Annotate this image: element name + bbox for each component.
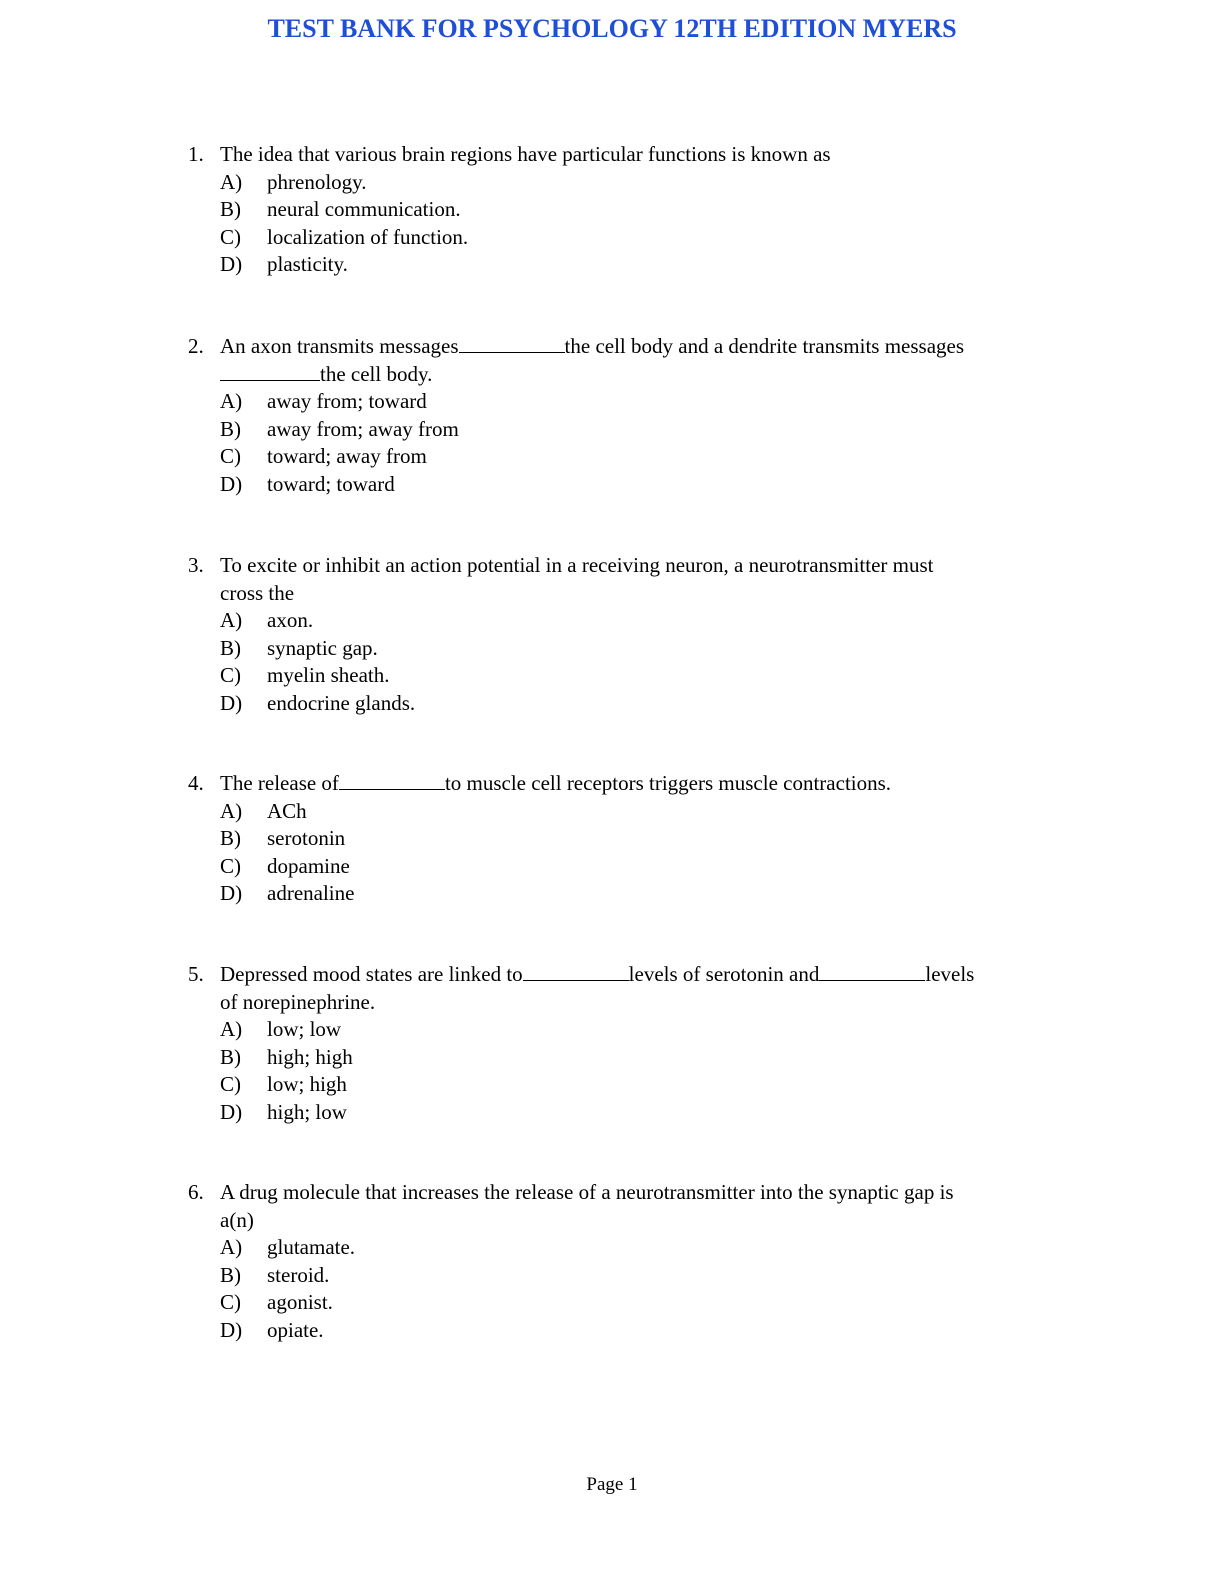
answer-blank xyxy=(819,962,925,981)
question-2 xyxy=(188,333,1068,498)
option-b: B) away from; away from xyxy=(220,416,459,441)
question-text: The release of to muscle cell receptors triggers muscle contractions. xyxy=(220,771,892,795)
question-text: An axon transmits messages the cell body and a dendrite transmits messages xyxy=(220,334,965,358)
option-b: B) synaptic gap. xyxy=(220,635,378,660)
option-d: D) plasticity. xyxy=(220,252,348,276)
option-c: C) low; high xyxy=(220,1072,347,1096)
option-b: B) high; high xyxy=(220,1044,353,1069)
answer-blank xyxy=(339,771,445,790)
page-title: TEST BANK FOR PSYCHOLOGY 12TH EDITION MYERS xyxy=(267,14,957,43)
option-c: C) agonist. xyxy=(220,1290,333,1314)
option-d: D) endocrine glands. xyxy=(220,690,416,715)
question-text: The idea that various brain regions have particular functions is known as xyxy=(220,142,831,166)
answer-blank xyxy=(220,362,320,381)
question-text-continued: the cell body. xyxy=(188,361,1068,389)
option-a: A) low; low xyxy=(220,1017,342,1041)
options-list xyxy=(188,388,1068,498)
options-list xyxy=(188,1234,1068,1344)
option-b: B) serotonin xyxy=(220,826,346,850)
option-c: C) toward; away from xyxy=(220,444,427,468)
options-list xyxy=(188,1016,1068,1126)
question-text: A drug molecule that increases the release of a neurotransmitter into the synaptic gap is xyxy=(220,1180,954,1204)
question-number: 5. xyxy=(188,962,204,986)
question-5 xyxy=(188,961,1068,1126)
question-text-continued: cross the xyxy=(220,580,295,605)
option-a: A) away from; toward xyxy=(220,389,427,413)
option-d: D) toward; toward xyxy=(220,471,395,496)
option-a: A) axon. xyxy=(220,608,314,632)
question-number: 4. xyxy=(188,771,204,795)
options-list xyxy=(188,607,1068,717)
question-text: Depressed mood states are linked to levels of serotonin and levels xyxy=(220,962,975,986)
options-list xyxy=(188,169,1068,279)
answer-blank xyxy=(523,962,629,981)
option-a: A) phrenology. xyxy=(220,169,367,194)
option-b: B) steroid. xyxy=(220,1262,330,1287)
question-1 xyxy=(188,141,1068,279)
question-4 xyxy=(188,770,1068,908)
question-6 xyxy=(188,1179,1068,1344)
option-d: D) adrenaline xyxy=(220,881,355,905)
question-3 xyxy=(188,552,1068,717)
question-number: 1. xyxy=(188,142,204,166)
question-text-continued: a(n) xyxy=(220,1207,254,1232)
question-text: To excite or inhibit an action potential in a receiving neuron, a neurotransmitter must xyxy=(220,553,934,577)
question-number: 2. xyxy=(188,334,204,358)
question-text-continued: of norepinephrine. xyxy=(220,989,376,1014)
option-b: B) neural communication. xyxy=(220,197,461,221)
option-c: C) myelin sheath. xyxy=(220,663,390,687)
option-d: D) opiate. xyxy=(220,1317,324,1342)
options-list xyxy=(188,798,1068,908)
option-d: D) high; low xyxy=(220,1099,347,1124)
option-c: C) dopamine xyxy=(220,853,350,878)
answer-blank xyxy=(459,334,565,353)
question-number: 3. xyxy=(188,553,204,577)
option-a: A) glutamate. xyxy=(220,1235,356,1259)
page-number: Page 1 xyxy=(586,1474,638,1495)
question-number: 6. xyxy=(188,1180,204,1204)
option-a: A) ACh xyxy=(220,798,307,823)
option-c: C) localization of function. xyxy=(220,224,469,249)
